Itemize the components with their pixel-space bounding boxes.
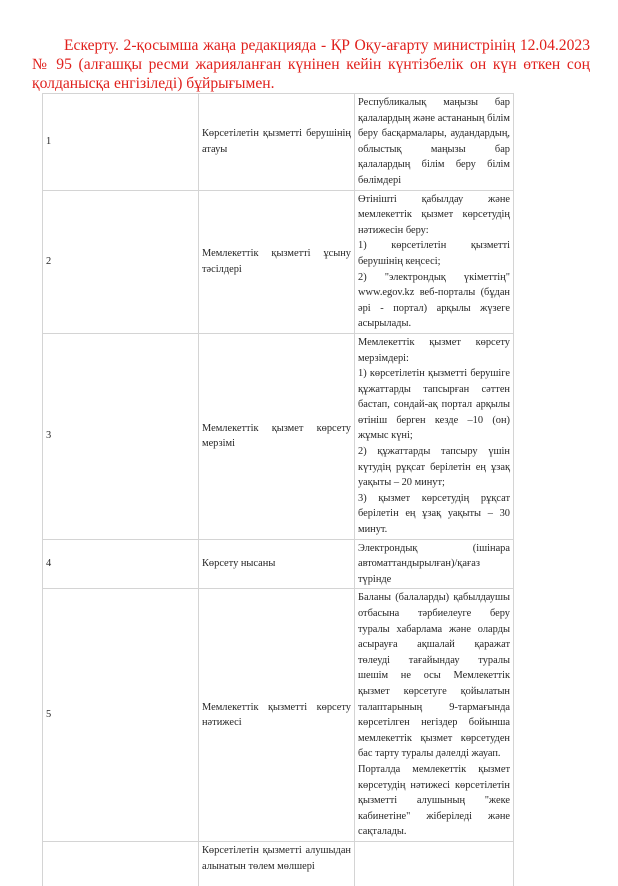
table-row — [43, 539, 514, 589]
value-paragraph: 3) қызмет көрсетудің рұқсат берілетін ең ұзақ уақыты – 30 минут. — [358, 492, 510, 536]
value-paragraph: Мемлекеттік қызмет көрсету мерзімдері: — [358, 336, 510, 364]
row-value — [355, 190, 514, 333]
value-paragraph: Порталда мемлекеттік қызмет көрсетудің нәтижесі көрсетілетін қызметті алушының "жеке кабинетіне" жіберіледі және сақталады. — [358, 763, 510, 838]
row-value — [355, 94, 514, 191]
row-number: 1 — [43, 94, 199, 191]
row-value — [355, 333, 514, 539]
row-value — [355, 539, 514, 589]
value-paragraph: 2) "электрондық үкіметтің" www.egov.kz веб-порталы (бұдан әрі - портал) арқылы жүзеге асырылады. — [358, 271, 510, 330]
service-standard-table — [42, 93, 514, 886]
row-value — [355, 589, 514, 842]
value-paragraph: 1) көрсетілетін қызметті берушінің кеңсесі; — [358, 240, 510, 267]
table-row — [43, 589, 514, 842]
table-row — [43, 190, 514, 333]
row-number: 5 — [43, 589, 199, 842]
value-paragraph: 2) құжаттарды тапсыру үшін күтудің рұқсат берілетін ең ұзақ уақыты – 20 минут; — [358, 446, 510, 489]
value-paragraph: 1) көрсетілетін қызметті берушіге құжаттарды тапсырған сәттен бастап, сондай-ақ портал арқылы өтініш берген кезде –10 (он) жұмыс күні; — [358, 368, 510, 442]
row-label: Мемлекеттік қызмет көрсету мерзімі — [199, 333, 355, 539]
table-row — [43, 841, 514, 886]
amendment-note: Ескерту. 2-қосымша жаңа редакцияда - ҚР Оқу-ағарту министрінің 12.04.2023 № 95 (алғашқы ресми жарияланған күнінен кейін күнтізбелік он күн өткен соң қолданысқа енгізіледі) бұйрығымен. — [32, 37, 590, 92]
row-number: 3 — [43, 333, 199, 539]
value-paragraph: Электрондық (ішінара автоматтандырылған)/қағаз түрінде — [358, 542, 510, 585]
row-label: Көрсетілетін қызметті берушінің атауы — [199, 94, 355, 191]
row-label: Мемлекеттік қызметті көрсету нәтижесі — [199, 589, 355, 842]
row-label: Көрсетілетін қызметті алушыдан алынатын төлем мөлшері — [199, 841, 355, 886]
value-paragraph: Баланы (балаларды) қабылдаушы отбасына тәрбиелеуге беру туралы хабарлама және оларды асырауға ақшалай қаражат төлеуді тағайындау туралы шешім не осы Мемлекеттік қызмет көрсетуге қойылатын талаптарының 9-тармағында көрсетілген негіздер бойынша мемлекеттік қызмет көрсетуден бас тарту туралы дәлелді жауап. — [358, 592, 510, 760]
row-value — [355, 841, 514, 886]
row-label: Мемлекеттік қызметті ұсыну тәсілдері — [199, 190, 355, 333]
value-paragraph: Республикалық маңызы бар қалалардың және астананың білім беру басқармалары, аудандардың, облыстық маңызы бар қалалардың білім беру білім бөлімдері — [358, 97, 510, 186]
row-number — [43, 841, 199, 886]
row-number: 4 — [43, 539, 199, 589]
value-paragraph: Өтінішті қабылдау және мемлекеттік қызмет көрсетудің нәтижесін беру: — [358, 193, 510, 236]
table-row — [43, 94, 514, 191]
row-number: 2 — [43, 190, 199, 333]
row-label: Көрсету нысаны — [199, 539, 355, 589]
table-row — [43, 333, 514, 539]
